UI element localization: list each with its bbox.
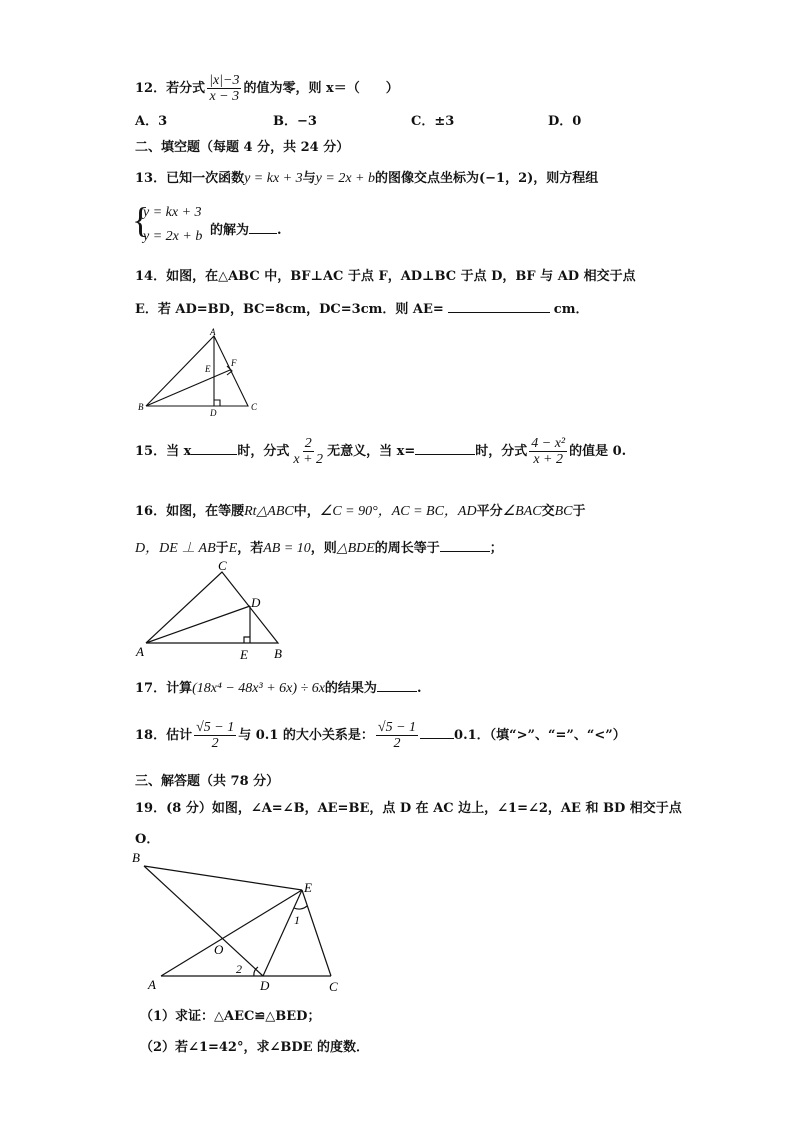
q14-label-c: C [251,402,258,412]
section-2-heading: 二、填空题（每题 4 分，共 24 分） [135,140,350,155]
q12-option-d: D．0 [548,114,582,129]
q19-label-b: B [132,850,140,865]
q12-option-c: C．±3 [411,114,455,129]
question-16-line2: D，DE ⊥ AB于E，若AB = 10，则△BDE的周长等于 ； [135,541,503,556]
q16-triangle-figure [134,558,294,664]
question-15: 15．当 x 时，分式 $\frac{2}{x + 2}$ 无意义，当 x= 时，分式 $\frac{\text{4 − x²}}{x + 2}$ 的值是 0. [135,436,627,467]
q19-label-e: E [304,880,312,895]
q19-subquestion-1: （1）求证：△AEC≌△BED； [140,1009,321,1024]
q14-label-a: A [210,327,216,337]
q15-fraction-2: $\frac{\text{4 − x²}}{x + 2}$ [531,436,566,467]
q12-fraction: $\frac{|x|-3}{x - 3}$ [209,73,240,104]
q12-text-suffix: 的值为零，则 x＝（ ） [243,81,399,96]
q14-label-e: E [205,364,211,374]
q19-label-c: C [329,979,338,994]
q13-function-2: y = 2x + b [315,171,375,186]
q12-text: 12．若分式 [135,81,206,96]
q15-fraction-1: $\frac{2}{x + 2}$ [293,436,324,467]
q19-angle-label-1: 1 [294,913,300,927]
q16-answer-blank[interactable] [440,539,490,552]
q17-answer-blank[interactable] [377,679,417,692]
q14-label-d: D [210,408,217,418]
question-14-line1: 14．如图，在△ABC 中，BF⊥AC 于点 F，AD⊥BC 于点 D，BF 与 AD 相交于点 [135,269,636,284]
q18-fraction-2: $\frac{√5 - 1}{2}$ [377,720,417,751]
question-17: 17．计算(18x⁴ − 48x³ + 6x) ÷ 6x的结果为 . [135,681,422,696]
q13-function-1: y = kx + 3 [244,171,303,186]
q12-option-b: B．−3 [273,114,317,129]
question-13: 13．已知一次函数y = kx + 3与y = 2x + b的图像交点坐标为(−1，2)，则方程组 [135,171,599,186]
q15-blank-2[interactable] [415,442,475,455]
q19-label-d: D [260,978,270,993]
q13-answer-blank[interactable] [249,221,277,234]
question-19-line2: O． [135,832,160,847]
q19-angle-label-2: 2 [236,962,242,976]
q15-blank-1[interactable] [191,442,237,455]
q16-label-a: A [136,644,144,659]
question-16-line1: 16．如图，在等腰Rt△ABC中，∠C = 90°，AC = BC，AD平分∠BAC交BC于 [135,504,586,519]
q18-fraction-1: $\frac{√5 - 1}{2}$ [196,720,235,751]
section-3-heading: 三、解答题（共 78 分） [135,774,280,789]
q19-subquestion-2: （2）若∠1=42°，求∠BDE 的度数． [140,1040,370,1055]
question-14-line2: E．若 AD=BD，BC=8cm，DC=3cm．则 AE= cm． [135,302,589,317]
q16-label-c: C [218,558,227,573]
question-18: 18．估计 $\frac{√5 - 1}{2}$ 与 0.1 的大小关系是： $\frac{√5 - 1}{2}$ 0.1．（填“>”、“=”、“<”） [135,720,626,751]
q18-answer-blank[interactable] [420,726,454,739]
q12-option-a: A．3 [135,114,168,129]
q13-answer-line: 的解为 . [210,223,282,238]
q19-figure [130,846,350,996]
q14-label-b: B [138,402,144,412]
question-12 [135,73,399,104]
q16-label-d: D [251,595,261,610]
q16-label-e: E [240,647,248,662]
q14-triangle-figure [136,326,266,418]
q17-expression: (18x⁴ − 48x³ + 6x) ÷ 6x [192,681,325,696]
q14-answer-blank[interactable] [448,300,550,313]
q19-label-o: O [214,942,224,957]
question-19-line1: 19．(8 分）如图，∠A=∠B，AE=BE，点 D 在 AC 边上，∠1=∠2，AE 和 BD 相交于点 [135,801,682,816]
q14-label-f: F [231,358,237,368]
q19-label-a: A [148,977,156,992]
q13-system-eq2: y = 2x + b [143,229,203,244]
q13-brace: { [132,200,150,240]
q13-system-eq1: y = kx + 3 [143,205,202,220]
q16-label-b: B [274,646,282,661]
